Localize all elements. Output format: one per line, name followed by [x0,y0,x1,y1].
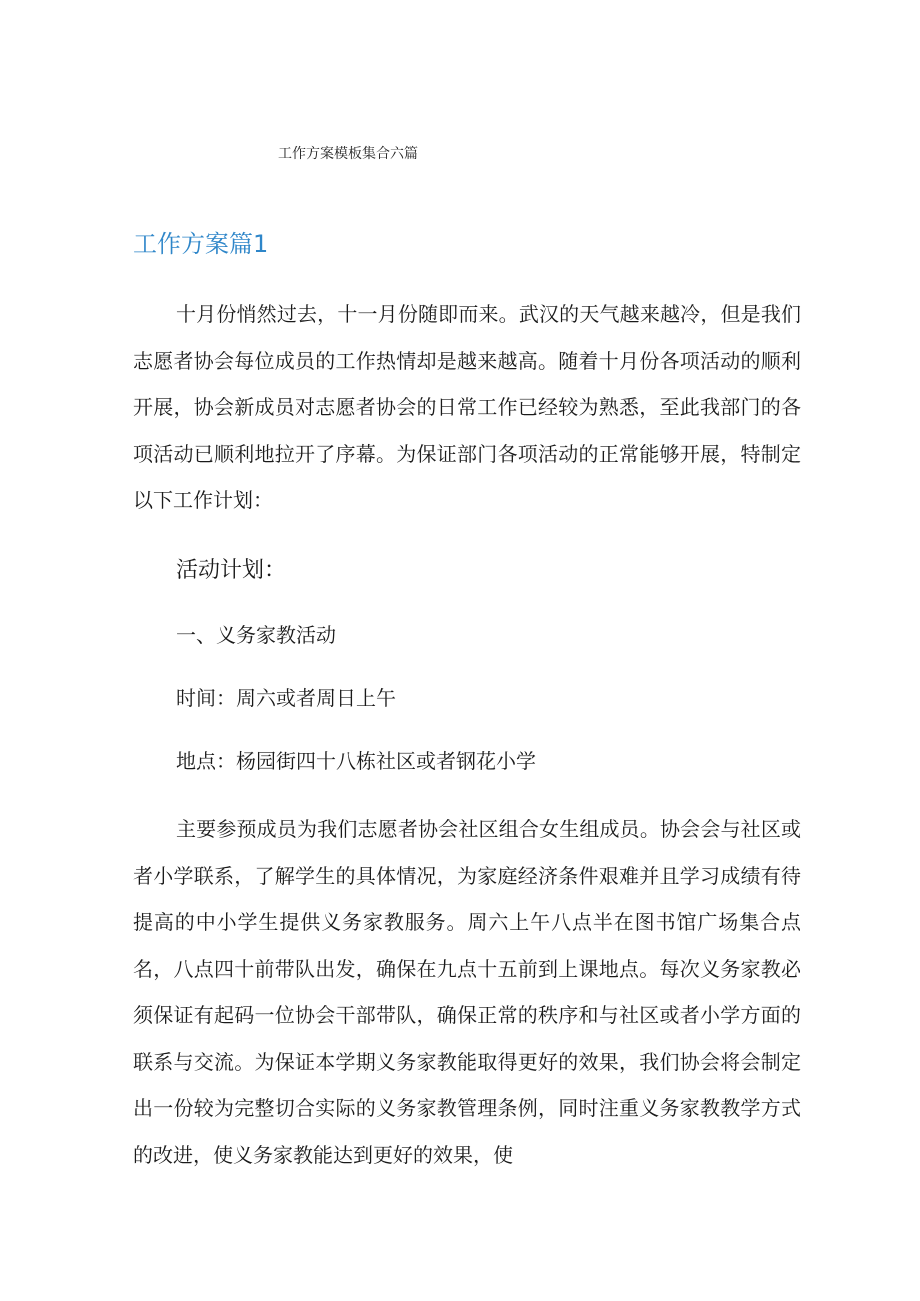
plan-label: 活动计划： [176,558,287,583]
intro-paragraph: 十月份悄然过去，十一月份随即而来。武汉的天气越来越冷，但是我们志愿者协会每位成员的工作热情却是越来越高。随着十月份各项活动的顺利开展，协会新成员对志愿者协会的日常工作已经较为熟悉，至此我部门的各项活动已顺利地拉开了序幕。为保证部门各项活动的正常能够开展，特制定以下工作计划： [133,302,801,512]
document-title: 工作方案模板集合六篇 [278,146,418,162]
time-line: 时间：周六或者周日上午 [176,686,396,710]
item1-heading: 一、义务家教活动 [176,623,336,647]
section-heading: 工作方案篇1 [133,230,269,258]
detail-paragraph: 主要参预成员为我们志愿者协会社区组合女生组成员。协会会与社区或者小学联系，了解学生的具体情况，为家庭经济条件艰难并且学习成绩有待提高的中小学生提供义务家教服务。周六上午八点半在图书馆广场集合点名，八点四十前带队出发，确保在九点十五前到上课地点。每次义务家教必须保证有起码一位协会干部带队，确保正常的秩序和与社区或者小学方面的联系与交流。为保证本学期义务家教能取得更好的效果，我们协会将会制定出一份较为完整切合实际的义务家教管理条例，同时注重义务家教教学方式的改进，使义务家教能达到更好的效果，使 [133,817,801,1167]
location-line: 地点：杨园街四十八栋社区或者钢花小学 [176,749,536,773]
